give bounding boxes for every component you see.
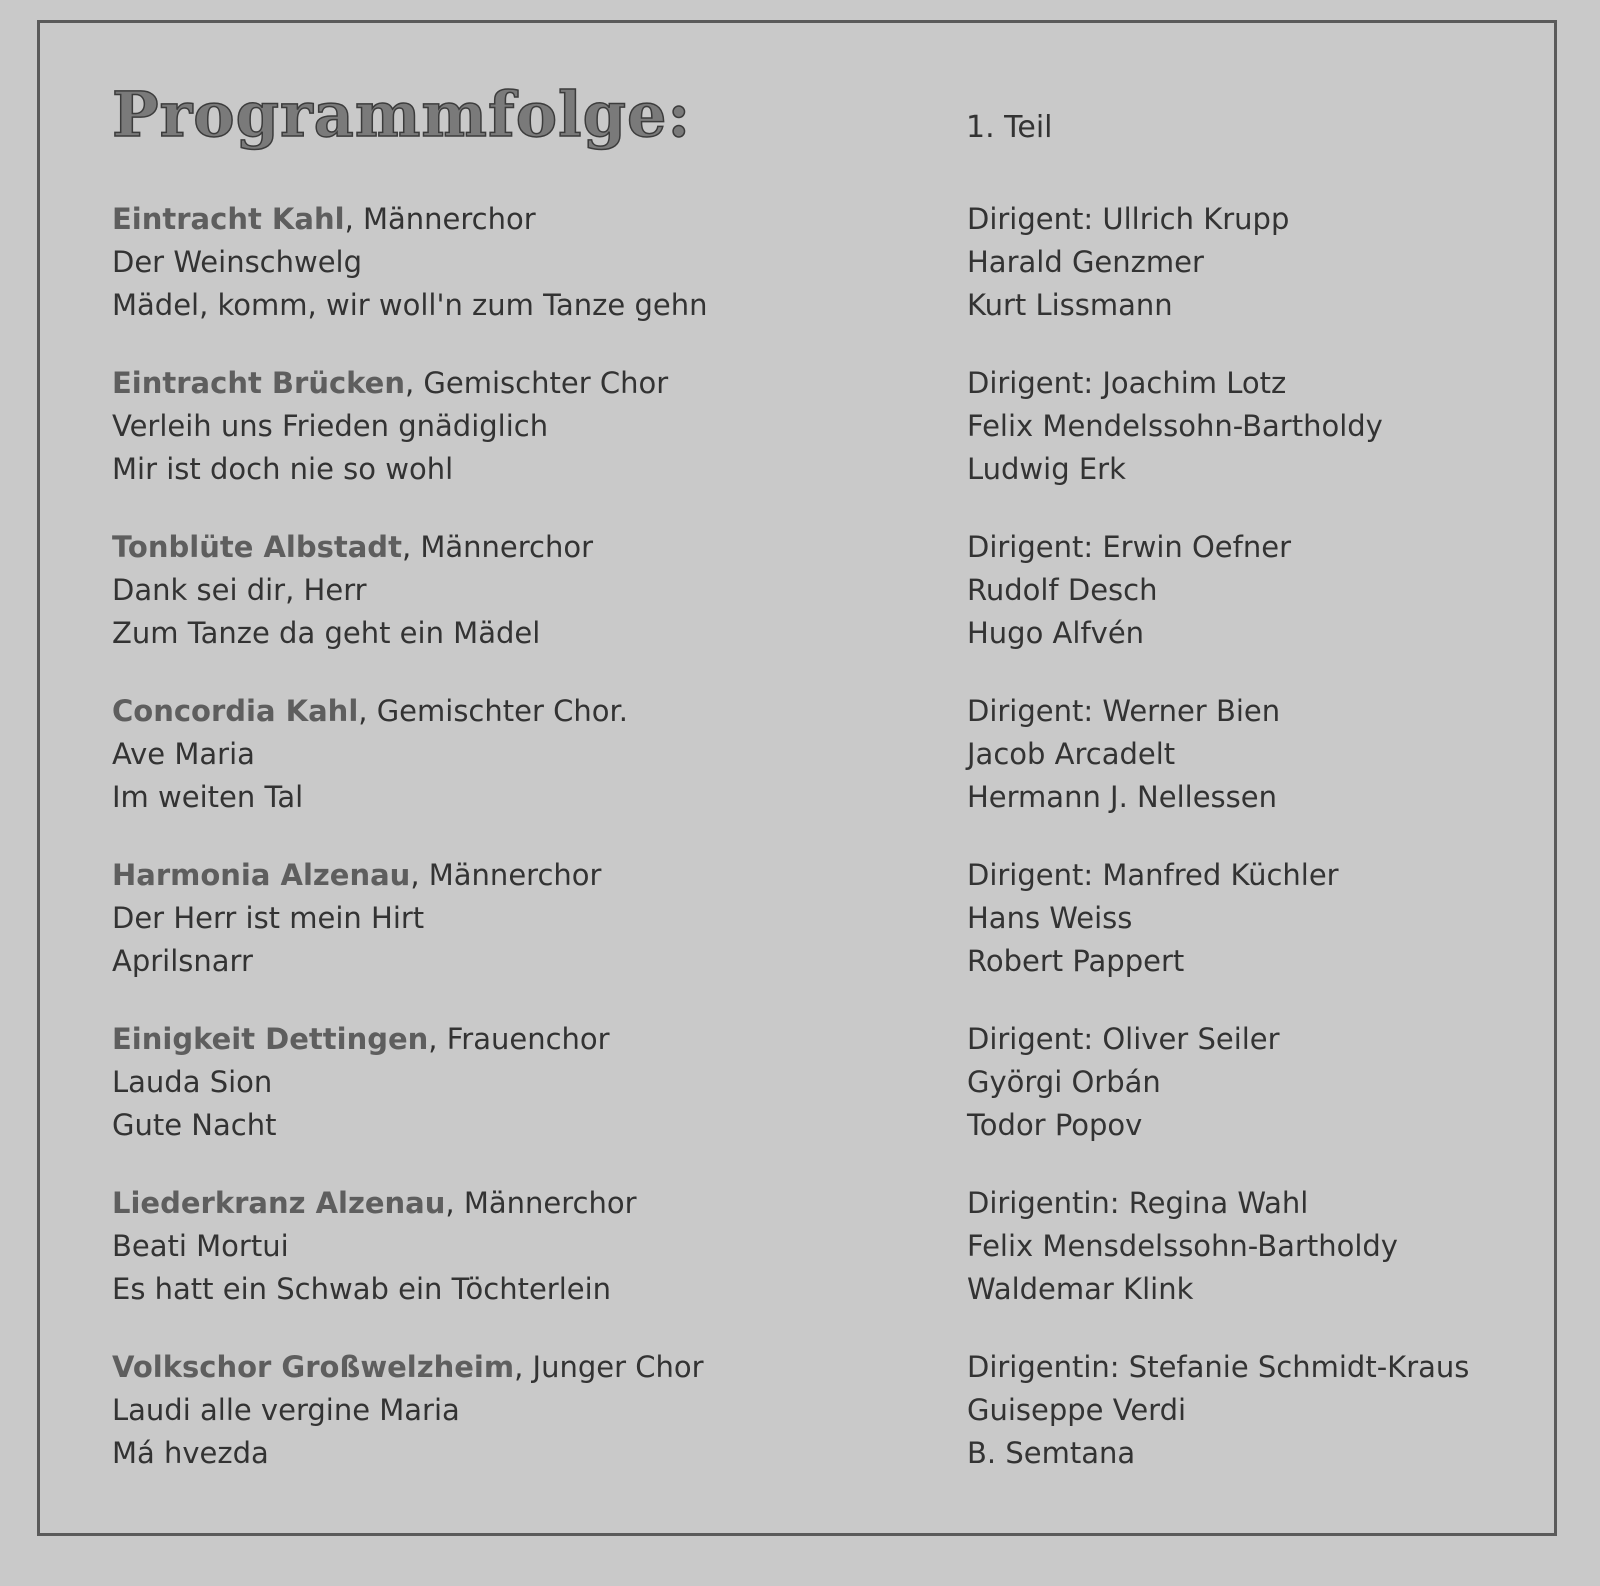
choir-line [112, 362, 932, 405]
choir-type: , Frauenchor [428, 1022, 610, 1056]
choir-name: Tonblüte Albstadt [112, 530, 402, 564]
conductor-column [967, 198, 1527, 327]
conductor-column [967, 526, 1527, 655]
choir-name: Einigkeit Dettingen [112, 1022, 429, 1056]
program-block [112, 1346, 1512, 1510]
program-block [112, 198, 1512, 362]
composer: Rudolf Desch [967, 573, 1158, 607]
choir-name: Concordia Kahl [112, 694, 359, 728]
composer: Hugo Alfvén [967, 616, 1145, 650]
song-title: Aprilsnarr [112, 944, 253, 978]
choir-column [112, 1018, 932, 1147]
conductor-column [967, 1182, 1527, 1311]
choir-column [112, 1182, 932, 1311]
choir-type: , Junger Chor [514, 1350, 704, 1384]
choir-column [112, 198, 932, 327]
song-title: Má hvezda [112, 1436, 269, 1470]
choir-name: Eintracht Brücken [112, 366, 405, 400]
conductor: Dirigent: Joachim Lotz [967, 366, 1287, 400]
composer: Kurt Lissmann [967, 288, 1173, 322]
program-block [112, 526, 1512, 690]
choir-line [112, 1182, 932, 1225]
choir-column [112, 362, 932, 491]
composer: Györgi Orbán [967, 1065, 1161, 1099]
conductor: Dirigent: Werner Bien [967, 694, 1281, 728]
choir-line [112, 1018, 932, 1061]
program-list [112, 198, 1512, 1510]
conductor-column [967, 1346, 1527, 1475]
program-block [112, 1018, 1512, 1182]
composer: Robert Pappert [967, 944, 1185, 978]
song-title: Im weiten Tal [112, 780, 304, 814]
choir-type: , Gemischter Chor. [358, 694, 628, 728]
page-title: Programmfolge: [112, 78, 692, 151]
conductor: Dirigentin: Regina Wahl [967, 1186, 1309, 1220]
choir-column [112, 526, 932, 655]
song-title: Ave Maria [112, 737, 255, 771]
composer: Hans Weiss [967, 901, 1133, 935]
choir-line [112, 1346, 932, 1389]
song-title: Laudi alle vergine Maria [112, 1393, 460, 1427]
composer: Guiseppe Verdi [967, 1393, 1187, 1427]
choir-type: , Männerchor [401, 530, 594, 564]
song-title: Beati Mortui [112, 1229, 289, 1263]
choir-name: Harmonia Alzenau [112, 858, 411, 892]
song-title: Gute Nacht [112, 1108, 277, 1142]
composer: Felix Mendelssohn-Bartholdy [967, 409, 1383, 443]
song-title: Der Weinschwelg [112, 245, 363, 279]
conductor: Dirigent: Manfred Küchler [967, 858, 1339, 892]
conductor: Dirigent: Ullrich Krupp [967, 202, 1290, 236]
choir-type: , Männerchor [344, 202, 536, 236]
choir-type: , Männerchor [445, 1186, 637, 1220]
song-title: Mir ist doch nie so wohl [112, 452, 454, 486]
conductor-column [967, 854, 1527, 983]
choir-name: Eintracht Kahl [112, 202, 345, 236]
conductor-column [967, 690, 1527, 819]
composer: Waldemar Klink [967, 1272, 1194, 1306]
program-block [112, 854, 1512, 1018]
composer: Hermann J. Nellessen [967, 780, 1277, 814]
program-block [112, 362, 1512, 526]
choir-name: Volkschor Großwelzheim [112, 1350, 515, 1384]
composer: Felix Mensdelssohn-Bartholdy [967, 1229, 1398, 1263]
conductor: Dirigent: Oliver Seiler [967, 1022, 1280, 1056]
choir-line [112, 526, 932, 569]
conductor-column [967, 362, 1527, 491]
song-title: Der Herr ist mein Hirt [112, 901, 425, 935]
composer: Ludwig Erk [967, 452, 1126, 486]
choir-column [112, 690, 932, 819]
song-title: Lauda Sion [112, 1065, 273, 1099]
conductor-column [967, 1018, 1527, 1147]
choir-column [112, 854, 932, 983]
choir-line [112, 854, 932, 897]
composer: Jacob Arcadelt [967, 737, 1176, 771]
composer: Harald Genzmer [967, 245, 1204, 279]
song-title: Zum Tanze da geht ein Mädel [112, 616, 541, 650]
choir-column [112, 1346, 932, 1475]
song-title: Mädel, komm, wir woll'n zum Tanze gehn [112, 288, 708, 322]
song-title: Es hatt ein Schwab ein Töchterlein [112, 1272, 612, 1306]
composer: B. Semtana [967, 1436, 1136, 1470]
part-label: 1. Teil [966, 110, 1053, 145]
choir-line [112, 690, 932, 733]
song-title: Dank sei dir, Herr [112, 573, 367, 607]
song-title: Verleih uns Frieden gnädiglich [112, 409, 549, 443]
choir-name: Liederkranz Alzenau [112, 1186, 446, 1220]
program-block [112, 1182, 1512, 1346]
choir-type: , Gemischter Chor [405, 366, 669, 400]
program-block [112, 690, 1512, 854]
composer: Todor Popov [967, 1108, 1143, 1142]
choir-type: , Männerchor [410, 858, 602, 892]
conductor: Dirigent: Erwin Oefner [967, 530, 1291, 564]
choir-line [112, 198, 932, 241]
conductor: Dirigentin: Stefanie Schmidt-Kraus [967, 1350, 1470, 1384]
